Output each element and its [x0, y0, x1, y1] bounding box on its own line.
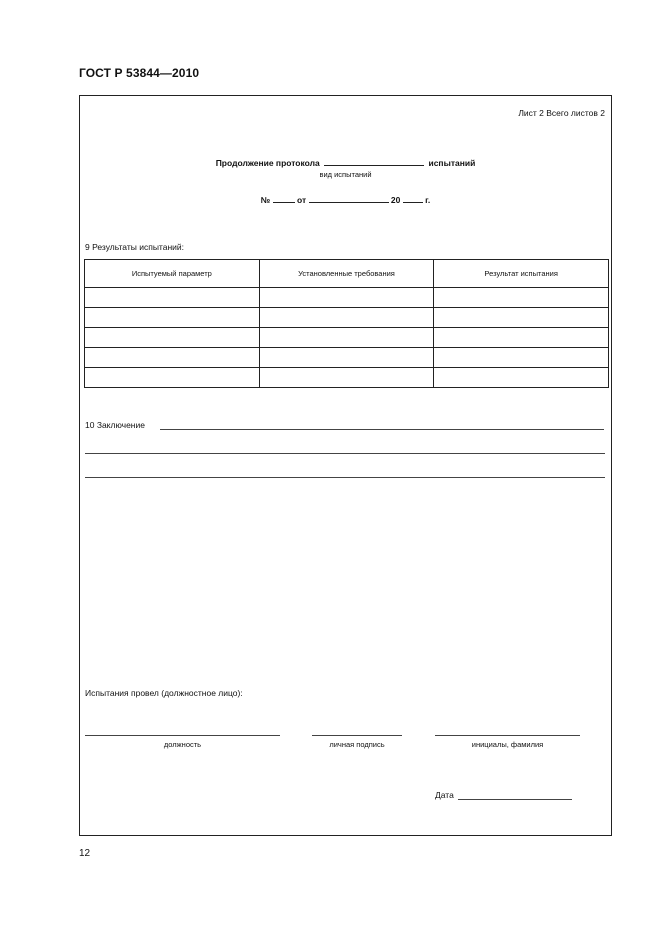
table-cell[interactable] — [259, 348, 434, 368]
table-cell[interactable] — [259, 288, 434, 308]
table-cell[interactable] — [434, 348, 609, 368]
table-cell[interactable] — [85, 368, 260, 388]
table-cell[interactable] — [259, 328, 434, 348]
table-row — [85, 348, 609, 368]
table-cell[interactable] — [434, 368, 609, 388]
position-field[interactable] — [85, 735, 280, 736]
table-row — [85, 308, 609, 328]
performed-by-label: Испытания провел (должностное лицо): — [85, 688, 243, 698]
table-row — [85, 328, 609, 348]
number-blank[interactable] — [273, 194, 295, 203]
table-cell[interactable] — [434, 308, 609, 328]
column-header: Испытуемый параметр — [85, 260, 260, 288]
date-field[interactable] — [458, 799, 572, 800]
title-subscript: вид испытаний — [319, 170, 372, 179]
form-frame — [79, 95, 612, 836]
conclusion-line[interactable] — [160, 429, 604, 430]
table-header-row — [85, 260, 609, 288]
table-cell[interactable] — [85, 328, 260, 348]
table-cell[interactable] — [85, 288, 260, 308]
sheet-info: Лист 2 Всего листов 2 — [518, 108, 605, 118]
name-field[interactable] — [435, 735, 580, 736]
year-label: 20 — [390, 195, 401, 205]
protocol-number-line — [79, 194, 612, 205]
table-row — [85, 288, 609, 308]
conclusion-line[interactable] — [85, 453, 605, 454]
test-type-blank[interactable] — [324, 157, 424, 166]
column-header: Установленные требования — [259, 260, 434, 288]
page-number: 12 — [79, 848, 91, 859]
table-cell[interactable] — [434, 328, 609, 348]
table-cell[interactable] — [259, 368, 434, 388]
form-title — [79, 157, 612, 168]
section-10-label: 10 Заключение — [85, 420, 145, 430]
signature-field[interactable] — [312, 735, 402, 736]
from-label: от — [297, 195, 307, 205]
signature-label: личная подпись — [329, 740, 385, 749]
date-blank[interactable] — [309, 194, 389, 203]
year-blank[interactable] — [403, 194, 423, 203]
table-cell[interactable] — [434, 288, 609, 308]
section-9-label: 9 Результаты испытаний: — [85, 242, 185, 252]
conclusion-line[interactable] — [85, 477, 605, 478]
number-label: № — [260, 195, 271, 205]
table-cell[interactable] — [85, 348, 260, 368]
table-row — [85, 368, 609, 388]
year-suffix: г. — [425, 195, 431, 205]
date-label: Дата — [435, 790, 454, 800]
title-suffix: испытаний — [428, 158, 476, 168]
name-label: инициалы, фамилия — [471, 740, 544, 749]
position-label: должность — [163, 740, 202, 749]
column-header: Результат испытания — [434, 260, 609, 288]
table-cell[interactable] — [85, 308, 260, 328]
document-code: ГОСТ Р 53844—2010 — [79, 66, 200, 80]
table-cell[interactable] — [259, 308, 434, 328]
title-prefix: Продолжение протокола — [215, 158, 320, 168]
results-table — [84, 259, 609, 388]
